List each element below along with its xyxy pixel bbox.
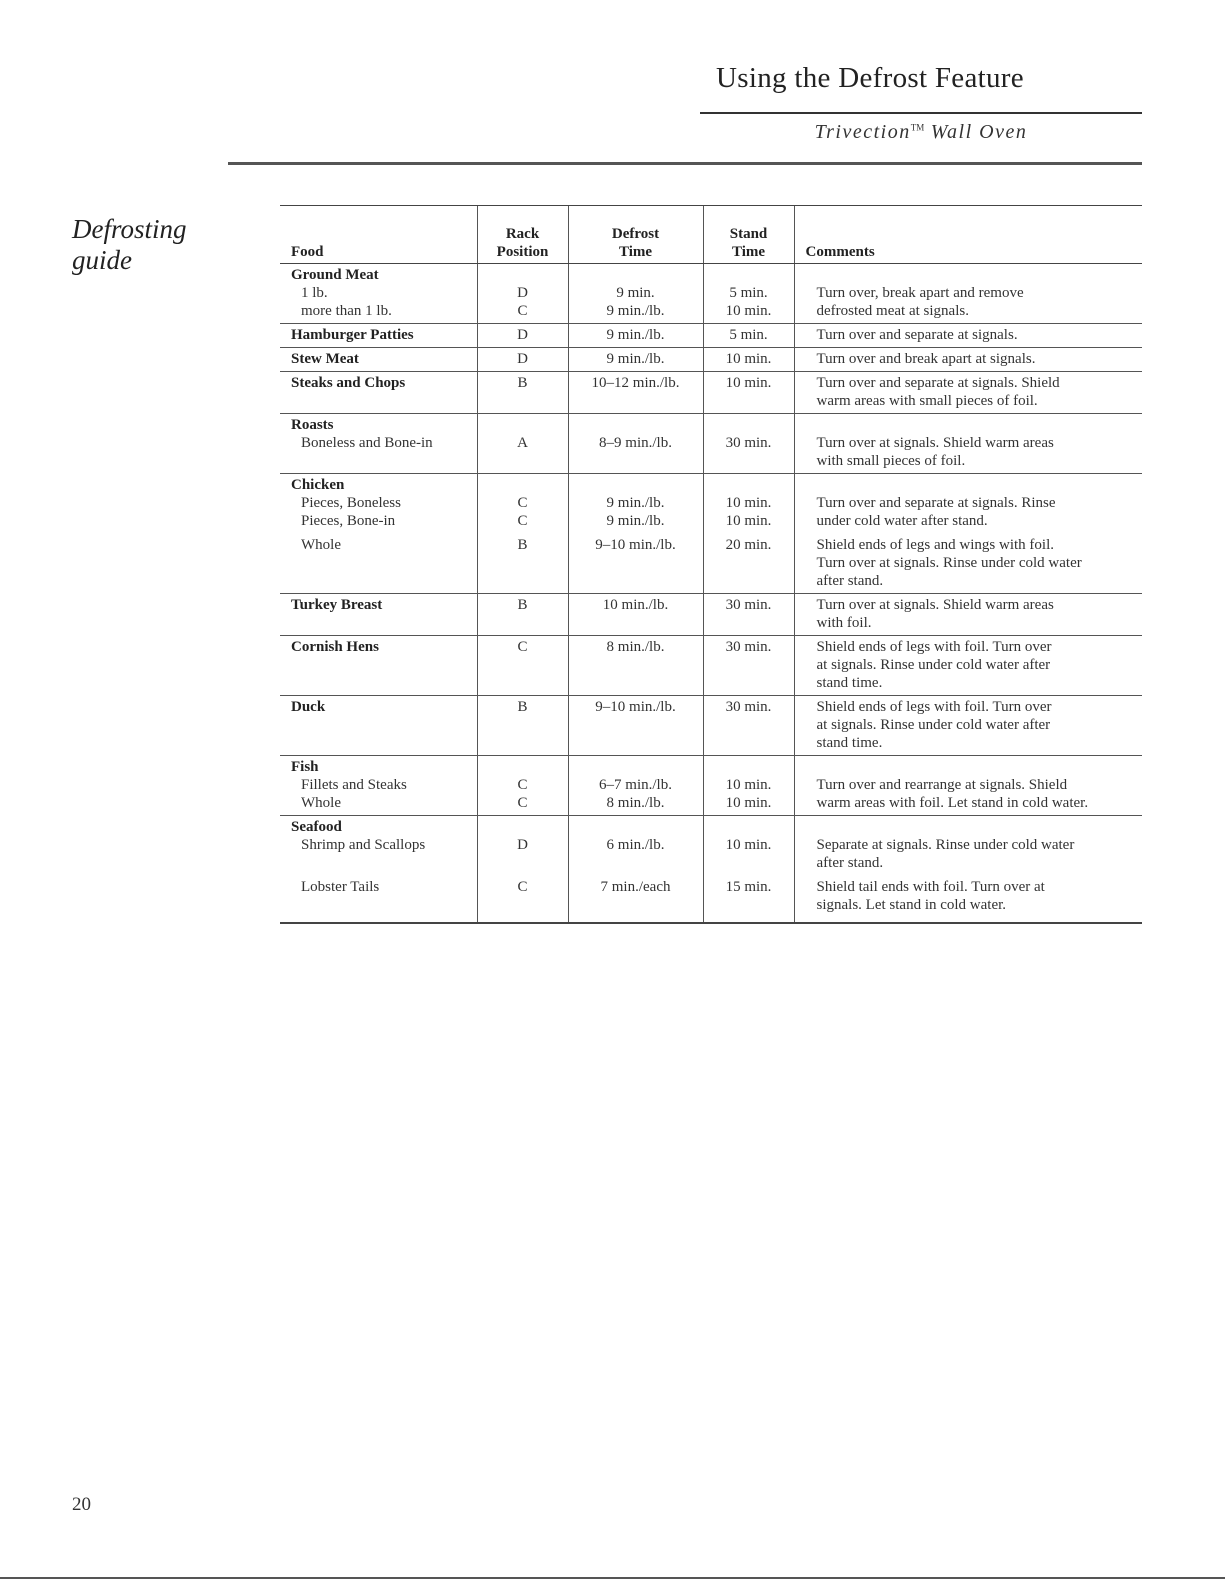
stand-time-cell (703, 264, 794, 324)
food-group-name: Fish (291, 759, 319, 775)
food-cell (280, 636, 477, 696)
stand-time-cell (703, 414, 794, 474)
stand-time-cell (703, 756, 794, 816)
defrosting-guide-table (280, 205, 1142, 924)
subtitle-product: Wall Oven (924, 121, 1028, 143)
defrost-time-cell (568, 414, 703, 474)
rack-cell: B (477, 372, 568, 414)
stand-time-value: 10 min. (725, 795, 772, 811)
comment-cell (794, 372, 1142, 414)
food-cell (280, 414, 477, 474)
comment-line: after stand. (816, 573, 884, 589)
stand-time-cell (703, 474, 794, 594)
rack-cell: D (477, 348, 568, 372)
comment-cell (794, 636, 1142, 696)
stand-time-cell: 30 min. (703, 636, 794, 696)
stand-time-cell: 5 min. (703, 324, 794, 348)
header-stand-line1: Stand (729, 226, 768, 242)
comment-line: with small pieces of foil. (816, 453, 966, 469)
comment-line: stand time. (816, 675, 883, 691)
defrost-time-cell: 8 min./lb. (568, 636, 703, 696)
header-defrost-line2: Time (618, 244, 653, 260)
comment-line: Turn over and break apart at signals. (816, 351, 1036, 367)
header-rule (700, 112, 1142, 114)
defrost-time-value: 8–9 min./lb. (599, 435, 672, 451)
food-cell (280, 756, 477, 816)
rack-cell: D (477, 324, 568, 348)
food-group-name: Chicken (291, 477, 345, 493)
rack-cell (477, 816, 568, 924)
food-group-name: Steaks and Chops (291, 375, 406, 391)
food-subitem: 1 lb. (301, 285, 328, 301)
food-group-name: Duck (291, 699, 326, 715)
defrost-time-value: 8 min./lb. (606, 795, 665, 811)
comment-line: warm areas with foil. Let stand in cold water. (816, 795, 1089, 811)
food-cell (280, 816, 477, 924)
stand-time-cell (703, 816, 794, 924)
comment-line: Turn over and separate at signals. (816, 327, 1018, 343)
food-subitem: Boneless and Bone-in (301, 435, 433, 451)
rack-cell (477, 756, 568, 816)
defrost-time-cell (568, 816, 703, 924)
subtitle-brand: Trivection (814, 121, 911, 143)
rack-cell: C (477, 636, 568, 696)
comment-line: Turn over, break apart and remove (816, 285, 1024, 301)
stand-time-cell: 10 min. (703, 348, 794, 372)
rack-cell (477, 474, 568, 594)
rack-value: D (517, 837, 528, 853)
header-rack-line1: Rack (505, 226, 540, 242)
comment-line: Turn over and rearrange at signals. Shield (816, 777, 1068, 793)
header-stand-time (703, 206, 794, 264)
stand-time-value: 5 min. (729, 285, 768, 301)
food-subitem: more than 1 lb. (301, 303, 392, 319)
page-title: Using the Defrost Feature (716, 62, 1024, 94)
page-number: 20 (72, 1494, 91, 1515)
table-header-row (280, 206, 1142, 264)
food-subitem: Whole (301, 795, 341, 811)
defrost-time-cell: 9 min./lb. (568, 324, 703, 348)
stand-time-value: 10 min. (725, 777, 772, 793)
stand-time-value: 15 min. (725, 879, 772, 895)
comment-cell (794, 264, 1142, 324)
rack-value: B (517, 537, 528, 553)
table-row (280, 414, 1142, 474)
food-cell (280, 474, 477, 594)
rack-value: C (517, 303, 528, 319)
comment-line: after stand. (816, 855, 884, 871)
defrost-time-value: 6–7 min./lb. (599, 777, 672, 793)
bottom-rule (0, 1577, 1225, 1579)
header-rack-position (477, 206, 568, 264)
defrost-time-cell: 9–10 min./lb. (568, 696, 703, 756)
stand-time-cell: 30 min. (703, 594, 794, 636)
food-group-name: Roasts (291, 417, 334, 433)
defrost-time-value: 7 min./each (600, 879, 671, 895)
stand-time-value: 10 min. (725, 495, 772, 511)
table-row (280, 636, 1142, 696)
comment-line: signals. Let stand in cold water. (816, 897, 1007, 913)
food-cell (280, 594, 477, 636)
stand-time-value: 10 min. (725, 303, 772, 319)
rack-cell (477, 264, 568, 324)
defrost-time-value: 9 min. (616, 285, 655, 301)
comment-line: Turn over and separate at signals. Rinse (816, 495, 1056, 511)
rack-cell: B (477, 696, 568, 756)
defrost-time-value: 9 min./lb. (606, 495, 665, 511)
food-subitem: Lobster Tails (301, 879, 380, 895)
stand-time-value: 30 min. (725, 435, 772, 451)
stand-time-value: 10 min. (725, 513, 772, 529)
food-cell (280, 348, 477, 372)
stand-time-cell: 10 min. (703, 372, 794, 414)
comment-cell (794, 324, 1142, 348)
food-cell (280, 324, 477, 348)
comment-cell (794, 414, 1142, 474)
header-rack-line2: Position (496, 244, 549, 260)
defrost-time-value: 6 min./lb. (606, 837, 665, 853)
rack-cell (477, 414, 568, 474)
section-heading (72, 214, 232, 276)
defrost-time-value: 9 min./lb. (606, 303, 665, 319)
food-group-name: Cornish Hens (291, 639, 379, 655)
food-subitem: Fillets and Steaks (301, 777, 407, 793)
comment-line: defrosted meat at signals. (816, 303, 969, 319)
rack-value: C (517, 777, 528, 793)
food-cell (280, 264, 477, 324)
defrost-time-cell: 10–12 min./lb. (568, 372, 703, 414)
table-row (280, 324, 1142, 348)
comment-cell (794, 594, 1142, 636)
trademark-mark: TM (910, 122, 925, 133)
food-group-name: Stew Meat (291, 351, 359, 367)
defrost-time-cell (568, 756, 703, 816)
header-food: Food (280, 206, 477, 264)
rack-value: D (517, 285, 528, 301)
comment-line: Turn over at signals. Rinse under cold water (816, 555, 1082, 571)
defrost-time-cell: 10 min./lb. (568, 594, 703, 636)
table-row (280, 474, 1142, 594)
section-heading-line2: guide (72, 245, 132, 275)
table-row (280, 372, 1142, 414)
table-row (280, 348, 1142, 372)
comment-line: Turn over and separate at signals. Shield (816, 375, 1060, 391)
main-rule (228, 162, 1142, 165)
table-row (280, 696, 1142, 756)
comment-line: Shield ends of legs with foil. Turn over (816, 699, 1052, 715)
rack-value: C (517, 495, 528, 511)
stand-time-value: 20 min. (725, 537, 772, 553)
table-row (280, 594, 1142, 636)
comment-line: with foil. (816, 615, 872, 631)
comment-line: Separate at signals. Rinse under cold water (816, 837, 1075, 853)
food-cell (280, 696, 477, 756)
table-row (280, 264, 1142, 324)
comment-cell (794, 474, 1142, 594)
stand-time-cell: 30 min. (703, 696, 794, 756)
food-group-name: Hamburger Patties (291, 327, 414, 343)
comment-line: at signals. Rinse under cold water after (816, 717, 1051, 733)
comment-line: stand time. (816, 735, 883, 751)
food-subitem: Pieces, Bone-in (301, 513, 396, 529)
header-stand-line2: Time (731, 244, 766, 260)
comment-cell (794, 816, 1142, 924)
comment-line: Turn over at signals. Shield warm areas (816, 435, 1054, 451)
rack-value: C (517, 513, 528, 529)
table-row (280, 756, 1142, 816)
section-heading-line1: Defrosting (72, 214, 187, 244)
defrost-time-value: 9–10 min./lb. (595, 537, 676, 553)
food-group-name: Ground Meat (291, 267, 379, 283)
comment-line: under cold water after stand. (816, 513, 988, 529)
comment-line: Shield tail ends with foil. Turn over at (816, 879, 1045, 895)
table-row (280, 816, 1142, 924)
rack-cell: B (477, 594, 568, 636)
comment-line: Shield ends of legs with foil. Turn over (816, 639, 1052, 655)
defrost-time-cell (568, 474, 703, 594)
header-comments: Comments (794, 206, 1142, 264)
food-cell (280, 372, 477, 414)
rack-value: C (517, 879, 528, 895)
comment-line: Shield ends of legs and wings with foil. (816, 537, 1054, 553)
defrost-time-value: 9 min./lb. (606, 513, 665, 529)
comment-cell (794, 696, 1142, 756)
product-subtitle (700, 121, 1142, 144)
food-group-name: Seafood (291, 819, 342, 835)
comment-line: Turn over at signals. Shield warm areas (816, 597, 1054, 613)
food-subitem: Pieces, Boneless (301, 495, 401, 511)
defrost-time-cell: 9 min./lb. (568, 348, 703, 372)
stand-time-value: 10 min. (725, 837, 772, 853)
food-group-name: Turkey Breast (291, 597, 383, 613)
defrost-time-cell (568, 264, 703, 324)
food-subitem: Shrimp and Scallops (301, 837, 426, 853)
comment-line: at signals. Rinse under cold water after (816, 657, 1051, 673)
comment-cell (794, 756, 1142, 816)
comment-cell (794, 348, 1142, 372)
food-subitem: Whole (301, 537, 341, 553)
header-defrost-line1: Defrost (611, 226, 660, 242)
header-defrost-time (568, 206, 703, 264)
rack-value: C (517, 795, 528, 811)
rack-value: A (517, 435, 528, 451)
comment-line: warm areas with small pieces of foil. (816, 393, 1038, 409)
